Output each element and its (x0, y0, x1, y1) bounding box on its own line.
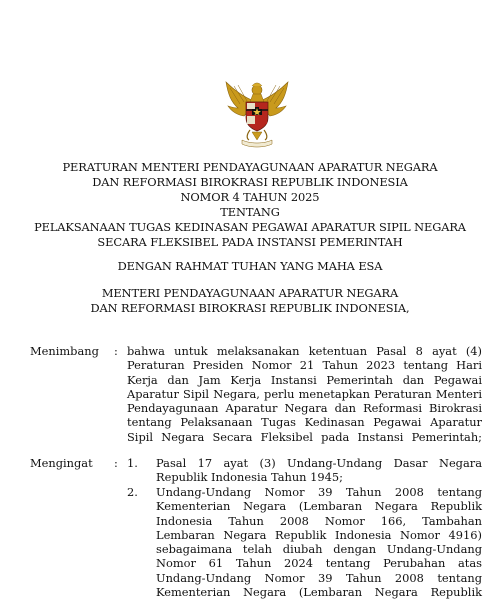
item-number: 1. (127, 456, 138, 470)
text-line: Kerja dan Jam Kerja Instansi Pemerintah dan Pegawai (127, 372, 482, 387)
text-line: Undang-Undang Nomor 39 Tahun 2008 tentang (156, 485, 482, 499)
text-line: Lembaran Negara Republik Indonesia Nomor 4916) (156, 527, 482, 542)
text-line: Undang-Undang Nomor 39 Tahun 2008 tentang (156, 570, 482, 585)
item-text (156, 456, 482, 485)
minister-title (0, 286, 500, 316)
menimbang-text (127, 344, 482, 444)
colon: : (114, 456, 118, 470)
colon: : (114, 344, 118, 358)
heading-line: TENTANG (220, 205, 280, 219)
text-line: Indonesia Tahun 2008 Nomor 166, Tambahan (156, 513, 482, 528)
minister-line: DAN REFORMASI BIROKRASI REPUBLIK INDONESIA, (90, 301, 410, 315)
text-line: Nomor 61 Tahun 2024 tentang Perubahan atas (156, 556, 482, 571)
item-number: 2. (127, 485, 138, 499)
heading-line: PERATURAN MENTERI PENDAYAGUNAAN APARATUR NEGARA (62, 160, 438, 174)
regulation-heading (0, 160, 500, 250)
menimbang-label: Menimbang (30, 344, 99, 358)
text-line: Sipil Negara Secara Fleksibel pada Instansi Pemerintah; (127, 429, 482, 444)
garuda-pancasila-emblem-icon (222, 80, 292, 148)
text-line: Pasal 17 ayat (3) Undang-Undang Dasar Negara (156, 456, 482, 470)
item-text (156, 485, 482, 599)
regulation-title: SECARA FLEKSIBEL PADA INSTANSI PEMERINTAH (97, 235, 403, 249)
regulation-title: PELAKSANAAN TUGAS KEDINASAN PEGAWAI APARATUR SIPIL NEGARA (34, 220, 466, 234)
text-line: Kementerian Negara (Lembaran Negara Republik (156, 585, 482, 599)
text-line: Republik Indonesia Tahun 1945; (156, 470, 343, 485)
text-line: Kementerian Negara (Lembaran Negara Republik (156, 499, 482, 514)
text-line: sebagaimana telah diubah dengan Undang-Undang (156, 542, 482, 557)
opening-phrase: DENGAN RAHMAT TUHAN YANG MAHA ESA (117, 259, 383, 273)
text-line: Aparatur Sipil Negara, perlu menetapkan Peraturan Menteri (127, 386, 482, 401)
regulation-number: NOMOR 4 TAHUN 2025 (180, 190, 320, 204)
text-line: Pendayagunaan Aparatur Negara dan Reformasi Birokrasi (127, 401, 482, 416)
heading-line: DAN REFORMASI BIROKRASI REPUBLIK INDONESIA (92, 175, 408, 189)
text-line: Peraturan Presiden Nomor 21 Tahun 2023 tentang Hari (127, 358, 482, 373)
text-line: tentang Pelaksanaan Tugas Kedinasan Pegawai Aparatur (127, 415, 482, 430)
text-line: bahwa untuk melaksanakan ketentuan Pasal 8 ayat (4) (127, 344, 482, 358)
mengingat-label: Mengingat (30, 456, 93, 470)
minister-line: MENTERI PENDAYAGUNAAN APARATUR NEGARA (101, 286, 399, 300)
